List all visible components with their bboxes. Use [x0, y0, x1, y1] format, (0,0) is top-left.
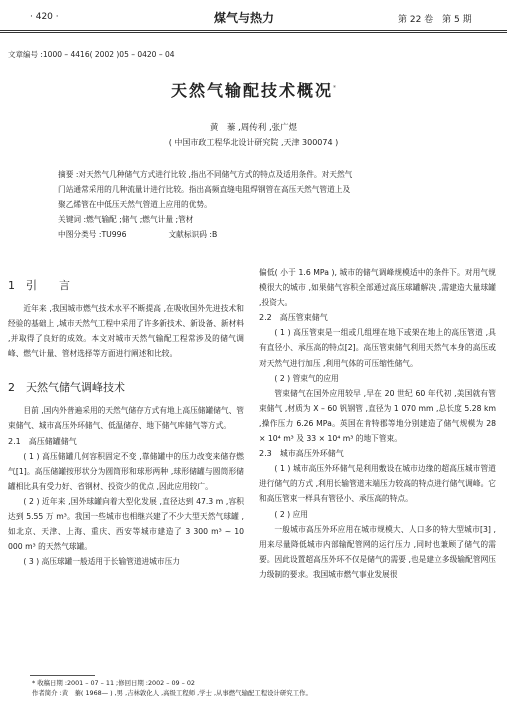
authors: 黄 蓁 ,周传利 ,张广煜: [209, 123, 298, 133]
paragraph: 管束储气在国外应用较早 ,早在 20 世纪 60 年代初 ,美国就有管束储气 ,材质为 X – 60 钒钢管 ,直径为 1 070 mm ,总长度 5.28 km ,操作压力 6.26 MPa。英国在肯特郡等地分别建造了储气规模为 28 × 10⁴ m³ 及 33 × 10⁴ m³ 的地下管束。: [259, 388, 496, 444]
footnote: [32, 678, 312, 698]
section-heading: 2 天然气储气调峰技术: [8, 381, 125, 395]
paragraph: 近年来 ,我国城市燃气技术水平不断提高 ,在吸收国外先进技术和经验的基础上 ,城市天然气工程中采用了许多新技术、新设备、新材料 ,并取得了良好的成效。本文对城市天然气输配工程常涉及的储气调峰、燃气计量、管材选择等方面进行阐述和比较。: [8, 304, 244, 359]
article-number: 文章编号 :1000 – 4416( 2002 )05 – 0420 – 04: [8, 50, 175, 59]
subsection-heading: 2.3 城市高压外环储气: [259, 449, 344, 459]
paragraph: ( 2 ) 应用: [274, 509, 308, 519]
journal-name: 煤气与热力: [214, 11, 275, 25]
header-rule-2: [0, 32, 507, 33]
document-code: 文献标识码 :B: [168, 230, 218, 239]
section-heading: 1 引 言: [8, 279, 70, 292]
paper-title: 天然气输配技术概况: [170, 81, 333, 100]
classification-code: 中图分类号 :TU996: [58, 230, 127, 239]
volume-issue: 第 22 卷 第 5 期: [398, 15, 472, 25]
abstract-line: 摘要 :对天然气几种储气方式进行比较 ,指出不同储气方式的特点及适用条件。对天然气: [58, 170, 353, 179]
paragraph: 偏低( 小于 1.6 MPa ), 城市的储气调峰规模适中的条件下。对用气规模很大的城市 ,如果储气容积全部通过高压球罐解决 ,需建造大量球罐 ,投资大。: [259, 268, 496, 308]
paragraph: ( 1 ) 高压管束是一组或几组埋在地下或架在地上的高压管道 ,具有直径小、承压高的特点[2]。高压管束储气利用天然气本身的高压或对天然气进行加压 ,利用气体的可压缩性储气。: [259, 328, 496, 368]
left-column: [8, 271, 244, 569]
page-number: · 420 ·: [30, 12, 59, 22]
header-rule: [0, 30, 507, 31]
paragraph: ( 1 ) 城市高压外环储气是利用敷设在城市边缘的超高压城市管道进行储气的方式 ,利用长输管道末端压力较高的特点进行储气调峰。它和高压管束一样具有管径小、承压高的特点。: [259, 464, 496, 504]
keywords: 关键词 :燃气输配 ;储气 ;燃气计量 ;管材: [58, 215, 194, 224]
abstract-line: 聚乙烯管在中低压天然气管道上应用的优势。: [58, 200, 212, 209]
paragraph: 目前 ,国内外普遍采用的天然气储存方式有地上高压储罐储气、管束储气、城市高压外环储气、低温储存、地下储气库储气等方式。: [8, 406, 244, 431]
footnote-rule: [30, 675, 95, 676]
section-gap: [8, 361, 244, 373]
abstract: [58, 167, 468, 242]
subsection-heading: 2.2 高压管束储气: [259, 313, 328, 323]
abstract-line: 门站通常采用的几种流量计进行比较。指出高频直缝电阻焊钢管在高压天然气管道上及: [58, 185, 351, 194]
subsection-heading: 2.1 高压储罐储气: [8, 436, 77, 446]
paragraph: ( 1 ) 高压储罐几何容积固定不变 ,靠储罐中的压力改变来储存燃气[1]。高压储罐按形状分为圆筒形和球形两种 ,球形储罐与圆筒形储罐相比具有受力好、省钢材、投资少的优点 ,因此应用较广。: [8, 451, 244, 491]
paragraph: ( 3 ) 高压球罐一般适用于长输管道进城市压力: [23, 557, 180, 567]
footnote-author-bio: 作者简介 :黄 蓁( 1968— ) ,男 ,吉林敦化人 ,高级工程师 ,学士 ,从事燃气输配工程设计研究工作。: [32, 689, 312, 697]
footnote-received: * 收稿日期 :2001 – 07 – 11 ;修回日期 :2002 – 09 – 02: [32, 679, 195, 687]
paragraph: ( 2 ) 管束气的应用: [274, 373, 339, 383]
title-footnote-mark: *: [333, 84, 336, 92]
paragraph: ( 2 ) 近年来 ,国外球罐向着大型化发展 ,直径达到 47.3 m ,容积达到 5.55 万 m³。我国一些城市也相继兴建了不少大型天然气球罐 ,如北京、天津、上海、重庆、西安等城市建造了 3 300 m³ ~ 10 000 m³ 的天然气球罐。: [8, 496, 244, 552]
affiliation: ( 中国市政工程华北设计研究院 ,天津 300074 ): [168, 138, 339, 147]
paragraph: 一般城市高压外环应用在城市规模大、人口多的特大型城市[3] ,用来尽量降低城市内部输配管网的运行压力 ,同时也兼顾了储气的需要。因此设置超高压外环不仅是储气的需要 ,也是建立多级输配管网压力级制的要求。我国城市燃气事业发展很: [259, 524, 496, 579]
title-block: [0, 78, 507, 101]
classification-row: [58, 227, 468, 242]
right-column: [259, 265, 496, 582]
